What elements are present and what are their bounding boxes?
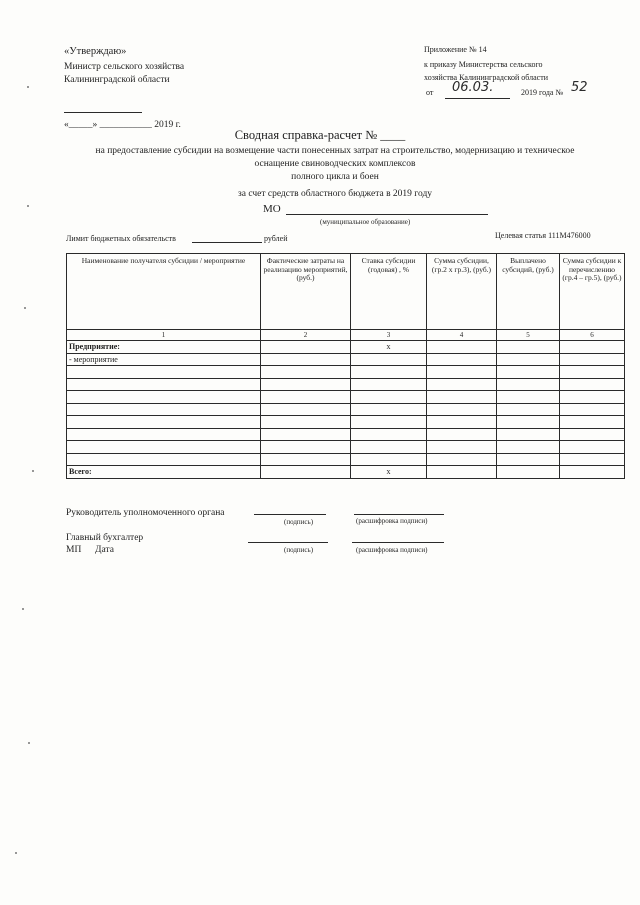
table-row (67, 391, 625, 404)
table-cell (497, 403, 560, 416)
column-number: 3 (351, 330, 427, 341)
approval-title: «Утверждаю» (64, 46, 127, 57)
table-cell (560, 453, 625, 466)
table-cell (560, 403, 625, 416)
table-cell (351, 403, 427, 416)
column-header-rate: Ставка субсидии (годовая) , % (351, 254, 427, 330)
appendix-year-label: 2019 года № (521, 88, 564, 97)
table-cell (560, 466, 625, 479)
table-cell: x (351, 466, 427, 479)
table-row (67, 441, 625, 454)
table-cell (67, 391, 261, 404)
table-cell (351, 353, 427, 366)
appendix-number-handwritten: 52 (571, 80, 588, 95)
accountant-sign-caption: (подпись) (284, 546, 314, 554)
table-cell (67, 403, 261, 416)
table-cell (497, 353, 560, 366)
table-cell (497, 453, 560, 466)
column-header-subsidy-sum: Сумма субсидии, (гр.2 x гр.3), (руб.) (427, 254, 497, 330)
table-cell (497, 416, 560, 429)
table-cell (427, 391, 497, 404)
table-cell (261, 378, 351, 391)
head-sign-caption: (подпись) (284, 518, 314, 526)
subsidy-table (66, 253, 625, 479)
table-cell (560, 353, 625, 366)
table-cell (261, 441, 351, 454)
table-row (67, 453, 625, 466)
mo-label: МО (263, 203, 281, 215)
appendix-date-handwritten: 06.03. (452, 80, 494, 95)
table-cell (351, 441, 427, 454)
table-cell (497, 466, 560, 479)
table-cell (351, 428, 427, 441)
table-cell (427, 466, 497, 479)
approval-line-2: Калининградской области (64, 75, 170, 85)
table-cell (67, 441, 261, 454)
table-cell (427, 378, 497, 391)
column-header-paid: Выплачено субсидий, (руб.) (497, 254, 560, 330)
table-cell (427, 341, 497, 354)
table-cell (497, 391, 560, 404)
table-cell (351, 453, 427, 466)
table-cell (67, 366, 261, 379)
appendix-line-3: хозяйства Калининградской области (424, 73, 549, 82)
table-cell (261, 466, 351, 479)
table-cell (261, 453, 351, 466)
column-header-to-transfer: Сумма субсидии к перечислению (гр.4 – гр.5), (руб.) (560, 254, 625, 330)
table-cell (560, 441, 625, 454)
table-cell (67, 378, 261, 391)
document-title: Сводная справка-расчет № ____ (234, 128, 406, 142)
column-header-recipient: Наименование получателя субсидии / мероприятие (67, 254, 261, 330)
column-number: 5 (497, 330, 560, 341)
table-cell (261, 403, 351, 416)
table-cell: Предприятие: (67, 341, 261, 354)
table-cell (497, 341, 560, 354)
table-row (67, 403, 625, 416)
column-number: 2 (261, 330, 351, 341)
table-cell (351, 378, 427, 391)
table-cell (560, 416, 625, 429)
table-cell (560, 341, 625, 354)
column-number: 4 (427, 330, 497, 341)
limit-line (192, 242, 262, 243)
column-header-actual-costs: Фактические затраты на реализацию мероприятий, (руб.) (261, 254, 351, 330)
table-cell (427, 353, 497, 366)
table-cell: Всего: (67, 466, 261, 479)
table-cell (261, 341, 351, 354)
mp-label: МП (66, 545, 82, 555)
approval-signature-line (64, 112, 142, 113)
table-cell (560, 428, 625, 441)
accountant-decode-caption: (расшифровка подписи) (356, 546, 428, 554)
appendix-line-1: Приложение № 14 (424, 45, 487, 54)
table-cell (261, 366, 351, 379)
document-subtitle-3: полного цикла и боен (291, 172, 379, 182)
target-article: Целевая статья 111М476000 (495, 231, 591, 240)
table-row (67, 378, 625, 391)
document-subtitle-1: на предоставление субсидии на возмещение части понесенных затрат на строительство, модернизацию и техническое (95, 146, 575, 156)
head-decode-caption: (расшифровка подписи) (356, 517, 428, 525)
table-cell: - мероприятие (67, 353, 261, 366)
accountant-label: Главный бухгалтер (66, 533, 144, 543)
document-subtitle-4: за счет средств областного бюджета в 2019 году (237, 189, 433, 199)
accountant-decode-line (352, 542, 444, 543)
table-cell (427, 441, 497, 454)
table-cell (427, 428, 497, 441)
table-cell (560, 391, 625, 404)
table-cell (497, 428, 560, 441)
table-cell: x (351, 341, 427, 354)
appendix-date-underline (445, 98, 510, 99)
table-cell (497, 378, 560, 391)
table-cell (261, 428, 351, 441)
table-cell (261, 416, 351, 429)
approval-line-1: Министр сельского хозяйства (64, 62, 185, 72)
table-cell (427, 453, 497, 466)
table-row (67, 341, 625, 354)
appendix-date-prefix: от (426, 88, 434, 97)
table-cell (351, 366, 427, 379)
table-row (67, 353, 625, 366)
document-subtitle-2: оснащение свиноводческих комплексов (254, 159, 416, 169)
appendix-line-2: к приказу Министерства сельского (424, 60, 543, 69)
table-cell (497, 366, 560, 379)
table-cell (67, 453, 261, 466)
head-signature-line (254, 514, 326, 515)
table-cell (351, 391, 427, 404)
table-cell (261, 353, 351, 366)
table-cell (560, 378, 625, 391)
limit-unit: рублей (264, 234, 288, 243)
table-cell (67, 428, 261, 441)
column-number: 6 (560, 330, 625, 341)
date-label: Дата (95, 545, 114, 555)
table-cell (261, 391, 351, 404)
mo-caption: (муниципальное образование) (320, 218, 411, 226)
table-row (67, 466, 625, 479)
head-signature-label: Руководитель уполномоченного органа (66, 508, 225, 518)
table-cell (497, 441, 560, 454)
head-decode-line (354, 514, 444, 515)
accountant-signature-line (248, 542, 328, 543)
table-cell (427, 403, 497, 416)
approval-date: «_____» ___________ 2019 г. (64, 120, 181, 130)
table-cell (560, 366, 625, 379)
column-number: 1 (67, 330, 261, 341)
table-cell (427, 366, 497, 379)
limit-label: Лимит бюджетных обязательств (66, 234, 176, 243)
mo-line (286, 214, 488, 215)
table-cell (351, 416, 427, 429)
table-row (67, 428, 625, 441)
table-cell (427, 416, 497, 429)
column-numbers-row (67, 330, 625, 341)
table-row (67, 416, 625, 429)
table-row (67, 366, 625, 379)
table-cell (67, 416, 261, 429)
